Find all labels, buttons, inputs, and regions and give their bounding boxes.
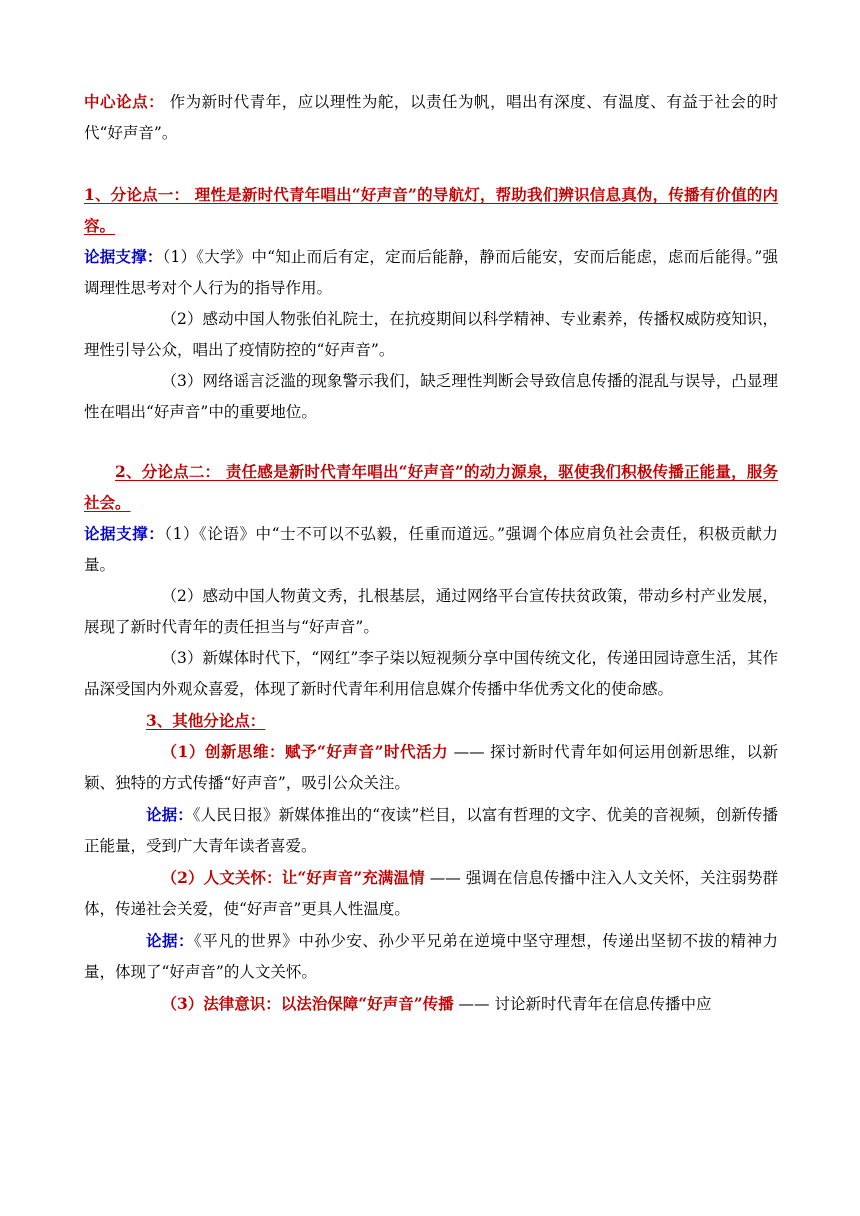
point3-sub2-evidence: 论据：《平凡的世界》中孙少安、孙少平兄弟在逆境中坚守理想，传递出坚韧不拔的精神力量，体现了“好声音”的人文关怀。 — [84, 931, 778, 981]
point1-support-label: 论据支撑： — [84, 247, 163, 266]
point2-item-1: 论据支撑：（1）《论语》中“士不可以不弘毅，任重而道远。”强调个体应肩负社会责任，积极贡献力量。 — [84, 524, 778, 574]
point2-support-label: 论据支撑： — [84, 524, 165, 543]
point1-item-2: （2）感动中国人物张伯礼院士，在抗疫期间以科学精神、专业素养，传播权威防疫知识，理性引导公众，唱出了疫情防控的“好声音”。 — [84, 310, 778, 359]
thesis-paragraph — [84, 86, 778, 149]
point1-heading: 1、分论点一： 理性是新时代青年唱出“好声音”的导航灯，帮助我们辨识信息真伪，传播有价值的内容。 — [84, 185, 778, 235]
point3-sub1-evidence: 论据：《人民日报》新媒体推出的“夜读”栏目，以富有哲理的文字、优美的音视频，创新传播正能量，受到广大青年读者喜爱。 — [84, 805, 778, 855]
point3-sub2: （2）人文关怀：让“好声音”充满温情 —— 强调在信息传播中注入人文关怀，关注弱势群体，传递社会关爱，使“好声音”更具人性温度。 — [84, 868, 778, 918]
document-page — [84, 86, 778, 1020]
point2-item-2: （2）感动中国人物黄文秀，扎根基层，通过网络平台宣传扶贫政策，带动乡村产业发展，展现了新时代青年的责任担当与“好声音”。 — [84, 587, 778, 636]
point3-sub1: （1）创新思维：赋予“好声音”时代活力 —— 探讨新时代青年如何运用创新思维，以新颖、独特的方式传播“好声音”，吸引公众关注。 — [84, 742, 778, 792]
point2-heading: 2、分论点二： 责任感是新时代青年唱出“好声音”的动力源泉，驱使我们积极传播正能量，服务社会。 — [84, 462, 778, 512]
point2-item-3: （3）新媒体时代下，“网红”李子柒以短视频分享中国传统文化，传递田园诗意生活，其作品深受国内外观众喜爱，体现了新时代青年利用信息媒介传播中华优秀文化的使命感。 — [84, 649, 778, 698]
point3-sub3: （3）法律意识：以法治保障“好声音”传播 —— 讨论新时代青年在信息传播中应 — [161, 994, 712, 1013]
point3-heading: 3、其他分论点： — [146, 711, 266, 730]
point1-item-3: （3）网络谣言泛滥的现象警示我们，缺乏理性判断会导致信息传播的混乱与误导，凸显理性在唱出“好声音”中的重要地位。 — [84, 372, 778, 421]
thesis-text: 作为新时代青年，应以理性为舵，以责任为帆，唱出有深度、有温度、有益于社会的时代“好声音”。 — [84, 93, 778, 142]
thesis-label: 中心论点： — [84, 92, 165, 111]
point1-item-1: 论据支撑：（1）《大学》中“知止而后有定，定而后能静，静而后能安，安而后能虑，虑而后能得。”强调理性思考对个人行为的指导作用。 — [84, 247, 778, 297]
